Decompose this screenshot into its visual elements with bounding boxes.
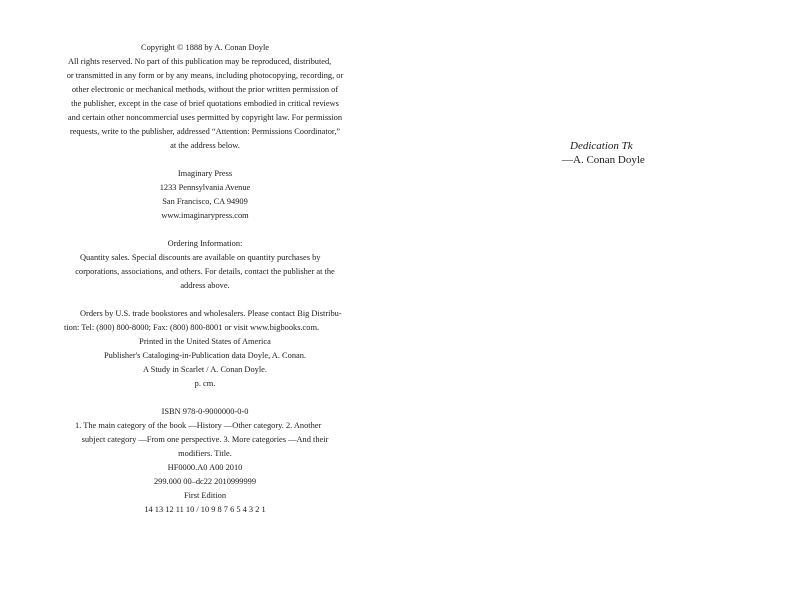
publisher-website: www.imaginarypress.com (161, 211, 249, 220)
cip-line: Printed in the United States of America (139, 337, 271, 346)
ordering-line: address above. (180, 281, 230, 290)
rights-line: other electronic or mechanical methods, without the prior written permission of (71, 85, 339, 94)
cip-line: Publisher's Cataloging-in-Publication data Doyle, A. Conan. (103, 351, 307, 360)
category-line: 1. The main category of the book —History —Other category. 2. Another (75, 421, 322, 430)
ordering-heading: Ordering Information: (167, 239, 243, 248)
classification-line: 299.000 00–dc22 2010999999 (153, 477, 257, 486)
rights-line: the publisher, except in the case of brief quotations embodied in critical reviews (71, 99, 339, 108)
rights-line: requests, write to the publisher, addressed “Attention: Permissions Coordinator,” (69, 127, 341, 136)
trade-line: Orders by U.S. trade bookstores and wholesalers. Please contact Big Distribu- (80, 309, 342, 318)
cip-line: A Study in Scarlet / A. Conan Doyle. (143, 365, 267, 374)
printing-line: 14 13 12 11 10 / 10 9 8 7 6 5 4 3 2 1 (144, 505, 266, 514)
category-line: subject category —From one perspective. 3. More categories —And their (81, 435, 329, 444)
ordering-line: corporations, associations, and others. For details, contact the publisher at the (75, 267, 335, 276)
publisher-city: San Francisco, CA 94909 (162, 197, 248, 206)
category-line: modifiers. Title. (178, 449, 232, 458)
publisher-street: 1233 Pennsylvania Avenue (159, 183, 251, 192)
ordering-line: Quantity sales. Special discounts are available on quantity purchases by (80, 253, 321, 262)
dedication-signature: —A. Conan Doyle (562, 154, 645, 166)
classification-line: HF0000.A0 A00 2010 (167, 463, 243, 472)
copyright-line: Copyright © 1888 by A. Conan Doyle (140, 43, 270, 52)
edition-line: First Edition (183, 491, 227, 500)
rights-line: at the address below. (170, 141, 240, 150)
isbn: ISBN 978-0-9000000-0-0 (161, 407, 249, 416)
cip-line: p. cm. (194, 379, 216, 388)
trade-line: tion: Tel: (800) 800-8000; Fax: (800) 800-8001 or visit www.bigbooks.com. (64, 323, 320, 332)
publisher-name: Imaginary Press (177, 169, 233, 178)
dedication-text: Dedication Tk (570, 140, 633, 152)
rights-line: or transmitted in any form or by any means, including photocopying, recording, or (66, 71, 344, 80)
rights-line: and certain other noncommercial uses permitted by copyright law. For permission (67, 113, 343, 122)
rights-line: All rights reserved. No part of this publication may be reproduced, distributed, (68, 57, 332, 66)
